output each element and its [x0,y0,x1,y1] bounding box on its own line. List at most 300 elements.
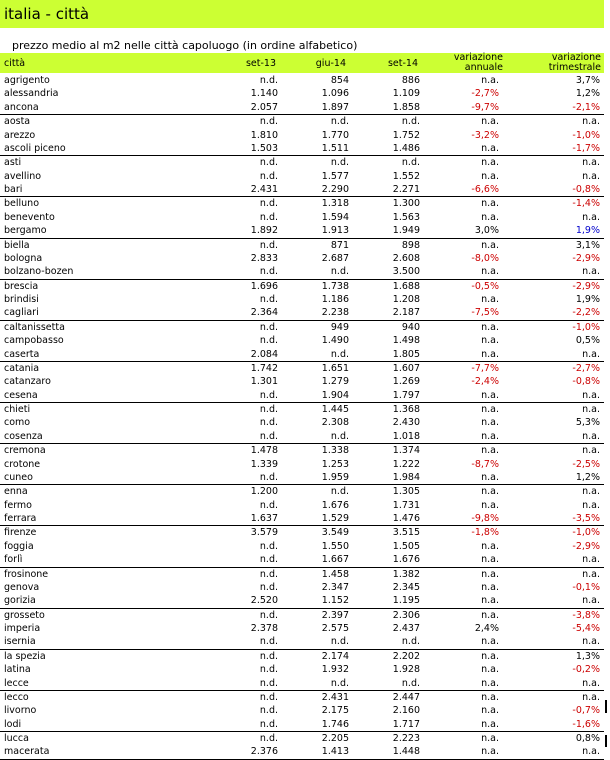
cell-set-14: 1.374 [392,445,420,457]
cell-set-13: n.d. [259,75,278,86]
cell-annual-change: 3,0% [474,225,499,237]
cell-set-14: 1.109 [392,88,420,100]
row-group [0,115,604,156]
cell-giu-14: 1.550 [321,540,349,552]
cell-city: livorno [4,705,37,717]
table-row [0,252,604,265]
cell-giu-14: 2.575 [321,623,349,634]
cell-set-13: n.d. [259,664,278,676]
header-annual-line1: variazione [453,52,503,63]
cell-giu-14: 1.413 [321,746,349,758]
cell-set-13: n.d. [259,718,278,730]
cell-set-14: 1.300 [392,198,420,210]
cell-quarterly-change: -0,7% [572,705,600,717]
row-group [0,485,604,526]
cell-city: aosta [4,116,31,128]
cell-quarterly-change: n.a. [582,211,600,223]
cell-quarterly-change: -0,8% [572,184,600,195]
cell-set-13: n.d. [259,581,278,593]
cell-set-13: 1.200 [250,486,278,498]
cell-quarterly-change: 5,3% [575,417,600,429]
cell-annual-change: -7,5% [471,307,499,319]
cell-annual-change: -8,7% [471,458,499,470]
cell-set-13: 1.696 [250,280,278,292]
cell-annual-change: n.a. [481,445,499,457]
table-row [0,375,604,388]
row-group [0,403,604,444]
cell-set-14: 940 [401,321,420,333]
cell-set-14: 1.498 [392,335,420,347]
cell-giu-14: 1.897 [321,101,349,113]
cell-city: cosenza [4,430,43,442]
cell-city: lecco [4,691,29,703]
cell-city: brindisi [4,294,39,305]
row-group [0,526,604,567]
cell-quarterly-change: 1,3% [575,650,600,662]
cell-quarterly-change: n.a. [582,486,600,498]
cell-quarterly-change: -3,5% [572,513,600,524]
cell-giu-14: 1.932 [321,664,349,676]
cell-quarterly-change: n.a. [582,568,600,580]
cell-set-14: 2.430 [392,417,420,429]
cell-set-13: n.d. [259,170,278,182]
table-row [0,499,604,512]
cell-quarterly-change: -2,9% [572,252,600,264]
cell-set-13: 3.579 [250,527,278,539]
cell-giu-14: 949 [330,321,349,333]
row-group [0,156,604,197]
cell-set-13: 2.833 [250,252,278,264]
table-row [0,512,604,525]
table-row [0,444,604,457]
cell-set-14: 1.984 [392,471,420,483]
cell-city: crotone [4,458,41,470]
cell-set-13: 1.637 [250,513,278,524]
cell-set-14: 1.552 [392,170,420,182]
cell-quarterly-change: -0,1% [572,581,600,593]
cell-set-13: n.d. [259,677,278,689]
cell-quarterly-change: n.a. [582,445,600,457]
cell-set-14: 1.731 [392,499,420,511]
row-group [0,197,604,238]
cell-quarterly-change: n.a. [582,554,600,566]
cell-giu-14: 1.959 [321,471,349,483]
cell-set-14: 1.717 [392,718,420,730]
cell-set-14: 1.269 [392,376,420,388]
cell-quarterly-change: 1,2% [575,88,600,100]
table-row [0,129,604,142]
table-row [0,142,604,155]
cell-set-13: 1.478 [250,445,278,457]
cell-city: alessandria [4,88,59,100]
table-row [0,293,604,306]
cell-annual-change: -2,4% [471,376,499,388]
cell-annual-change: -3,2% [471,129,499,141]
cell-set-13: n.d. [259,417,278,429]
cell-set-13: n.d. [259,116,278,128]
cell-city: foggia [4,540,34,552]
cell-annual-change: n.a. [481,170,499,182]
table-row [0,677,604,690]
table-row [0,540,604,553]
cell-giu-14: 1.904 [321,389,349,401]
cell-annual-change: n.a. [481,650,499,662]
table-row [0,211,604,224]
cell-set-13: 2.364 [250,307,278,319]
cell-annual-change: n.a. [481,636,499,648]
cell-quarterly-change: n.a. [582,348,600,360]
cell-annual-change: n.a. [481,746,499,758]
cell-annual-change: n.a. [481,430,499,442]
cell-giu-14: 1.577 [321,170,349,182]
header-giu-14: giu-14 [315,58,346,69]
cell-city: catania [4,362,40,374]
cell-city: forlì [4,554,23,566]
table-row [0,334,604,347]
cell-giu-14: 871 [330,239,349,251]
cell-giu-14: 1.253 [321,458,349,470]
cell-city: biella [4,239,30,251]
header-quarterly-line1: variazione [551,52,601,63]
cell-set-13: n.d. [259,691,278,703]
cell-quarterly-change: -2,5% [572,458,600,470]
cell-annual-change: 2,4% [474,623,499,634]
cell-city: frosinone [4,568,49,580]
header-set-13: set-13 [245,58,276,69]
cell-set-13: n.d. [259,266,278,278]
cell-set-13: n.d. [259,198,278,210]
cell-quarterly-change: n.a. [582,677,600,689]
cell-giu-14: 1.667 [321,554,349,566]
cell-annual-change: n.a. [481,486,499,498]
cell-giu-14: 2.347 [321,581,349,593]
cell-set-13: 1.503 [250,142,278,154]
cell-quarterly-change: n.a. [582,266,600,278]
cell-set-14: 898 [401,239,420,251]
cell-quarterly-change: -1,0% [572,321,600,333]
cell-annual-change: -6,6% [471,184,499,195]
cell-annual-change: n.a. [481,321,499,333]
cell-edge-marker [605,735,607,747]
cell-city: bologna [4,252,43,264]
table-row [0,471,604,484]
cell-quarterly-change: -1,0% [572,129,600,141]
cell-set-13: 1.810 [250,129,278,141]
cell-giu-14: 2.308 [321,417,349,429]
row-group [0,280,604,321]
cell-giu-14: 1.186 [321,294,349,305]
cell-giu-14: 1.746 [321,718,349,730]
cell-giu-14: 1.651 [321,362,349,374]
cell-set-14: n.d. [401,116,420,128]
cell-set-14: 1.949 [392,225,420,237]
cell-set-14: 1.805 [392,348,420,360]
cell-quarterly-change: n.a. [582,157,600,169]
cell-giu-14: n.d. [330,116,349,128]
cell-city: lodi [4,718,22,730]
table-row [0,280,604,293]
cell-city: la spezia [4,650,46,662]
cell-quarterly-change: n.a. [582,691,600,703]
cell-city: cesena [4,389,38,401]
table-row [0,594,604,607]
cell-quarterly-change: -2,2% [572,307,600,319]
header-variazione-trimestrale [530,53,601,73]
cell-quarterly-change: n.a. [582,595,600,607]
cell-city: brescia [4,280,39,292]
table-row [0,745,604,758]
cell-quarterly-change: -2,9% [572,540,600,552]
cell-set-13: 2.376 [250,746,278,758]
cell-city: caltanissetta [4,321,65,333]
cell-quarterly-change: -1,0% [572,527,600,539]
cell-city: lucca [4,733,29,744]
cell-giu-14: 2.397 [321,609,349,621]
cell-giu-14: n.d. [330,157,349,169]
cell-annual-change: n.a. [481,664,499,676]
cell-giu-14: 1.318 [321,198,349,210]
cell-set-14: 1.368 [392,404,420,415]
cell-set-14: 1.195 [392,595,420,607]
cell-set-14: 2.437 [392,623,420,634]
cell-set-14: 3.515 [392,527,420,539]
table-row [0,704,604,717]
cell-set-14: n.d. [401,677,420,689]
table-row [0,265,604,278]
cell-giu-14: 2.431 [321,691,349,703]
cell-city: como [4,417,31,429]
cell-city: firenze [4,527,37,539]
cell-city: enna [4,486,28,498]
cell-set-13: n.d. [259,636,278,648]
cell-giu-14: 2.174 [321,650,349,662]
cell-city: avellino [4,170,42,182]
cell-annual-change: n.a. [481,142,499,154]
cell-quarterly-change: n.a. [582,430,600,442]
cell-set-13: n.d. [259,239,278,251]
cell-quarterly-change: n.a. [582,746,600,758]
cell-quarterly-change: -1,6% [572,718,600,730]
cell-annual-change: n.a. [481,211,499,223]
table-row [0,389,604,402]
cell-annual-change: -9,7% [471,101,499,113]
cell-quarterly-change: 3,1% [575,239,600,251]
cell-giu-14: 854 [330,75,349,86]
cell-giu-14: 1.676 [321,499,349,511]
header-set-14: set-14 [387,58,418,69]
cell-set-14: 2.223 [392,733,420,744]
cell-city: asti [4,157,22,169]
cell-annual-change: n.a. [481,581,499,593]
cell-set-14: n.d. [401,636,420,648]
cell-annual-change: n.a. [481,75,499,86]
cell-set-13: 1.140 [250,88,278,100]
cell-annual-change: -8,0% [471,252,499,264]
table-row [0,732,604,745]
cell-giu-14: 1.529 [321,513,349,524]
cell-quarterly-change: n.a. [582,389,600,401]
row-group [0,609,604,650]
cell-giu-14: 1.338 [321,445,349,457]
cell-set-13: 1.339 [250,458,278,470]
cell-annual-change: n.a. [481,677,499,689]
cell-set-13: n.d. [259,321,278,333]
cell-giu-14: 1.490 [321,335,349,347]
cell-giu-14: n.d. [330,430,349,442]
table-row [0,526,604,539]
cell-giu-14: n.d. [330,348,349,360]
cell-set-14: 1.018 [392,430,420,442]
table-row [0,362,604,375]
cell-annual-change: n.a. [481,198,499,210]
cell-quarterly-change: -0,2% [572,664,600,676]
cell-city: ascoli piceno [4,142,66,154]
table-row [0,663,604,676]
cell-annual-change: n.a. [481,471,499,483]
cell-annual-change: -9,8% [471,513,499,524]
cell-annual-change: n.a. [481,389,499,401]
cell-quarterly-change: n.a. [582,636,600,648]
cell-city: belluno [4,198,40,210]
cell-giu-14: 2.175 [321,705,349,717]
cell-quarterly-change: n.a. [582,170,600,182]
cell-giu-14: n.d. [330,486,349,498]
cell-set-13: n.d. [259,705,278,717]
cell-annual-change: n.a. [481,116,499,128]
table-row [0,321,604,334]
cell-annual-change: n.a. [481,554,499,566]
table-row [0,485,604,498]
cell-quarterly-change: -1,7% [572,142,600,154]
cell-set-14: 1.505 [392,540,420,552]
cell-set-14: 1.208 [392,294,420,305]
cell-giu-14: 2.290 [321,184,349,195]
row-group [0,74,604,115]
cell-annual-change: -1,8% [471,527,499,539]
cell-annual-change: n.a. [481,568,499,580]
cell-quarterly-change: -0,8% [572,376,600,388]
cell-annual-change: n.a. [481,335,499,347]
cell-annual-change: n.a. [481,540,499,552]
cell-set-13: n.d. [259,554,278,566]
cell-giu-14: 2.205 [321,733,349,744]
cell-set-13: 2.378 [250,623,278,634]
cell-quarterly-change: -3,8% [572,609,600,621]
cell-quarterly-change: 1,9% [575,294,600,305]
cell-set-14: 1.688 [392,280,420,292]
cell-city: catanzaro [4,376,51,388]
cell-set-13: n.d. [259,404,278,415]
cell-set-14: 1.486 [392,142,420,154]
cell-set-14: n.d. [401,157,420,169]
cell-annual-change: n.a. [481,157,499,169]
cell-city: agrigento [4,75,50,86]
table-row [0,197,604,210]
cell-city: caserta [4,348,40,360]
cell-set-14: 1.476 [392,513,420,524]
cell-annual-change: n.a. [481,691,499,703]
cell-city: bari [4,184,23,195]
cell-set-13: n.d. [259,471,278,483]
cell-giu-14: 1.152 [321,595,349,607]
table-row [0,101,604,114]
cell-giu-14: 1.511 [321,142,349,154]
cell-quarterly-change: 0,8% [575,733,600,744]
table-row [0,635,604,648]
cell-set-14: 1.607 [392,362,420,374]
table-row [0,691,604,704]
cell-quarterly-change: 1,2% [575,471,600,483]
table-row [0,183,604,196]
cell-set-14: 886 [401,75,420,86]
cell-set-13: n.d. [259,499,278,511]
cell-annual-change: n.a. [481,239,499,251]
cell-giu-14: 3.549 [321,527,349,539]
cell-city: bolzano-bozen [4,266,74,278]
cell-giu-14: 1.458 [321,568,349,580]
cell-giu-14: 2.687 [321,252,349,264]
table-row [0,170,604,183]
table-row [0,348,604,361]
cell-city: latina [4,664,31,676]
row-group [0,321,604,362]
cell-giu-14: 2.238 [321,307,349,319]
cell-quarterly-change: n.a. [582,499,600,511]
cell-city: genova [4,581,40,593]
cell-annual-change: n.a. [481,609,499,621]
table-row [0,87,604,100]
cell-annual-change: n.a. [481,404,499,415]
cell-quarterly-change: 0,5% [575,335,600,347]
cell-annual-change: n.a. [481,733,499,744]
row-group [0,650,604,691]
table-row [0,458,604,471]
cell-set-13: n.d. [259,294,278,305]
cell-set-14: 1.448 [392,746,420,758]
cell-set-13: n.d. [259,157,278,169]
cell-city: imperia [4,623,41,634]
cell-set-13: 2.520 [250,595,278,607]
table-row [0,306,604,319]
cell-city: ferrara [4,513,37,524]
cell-set-13: 1.742 [250,362,278,374]
cell-giu-14: 1.913 [321,225,349,237]
table-row [0,609,604,622]
table-subtitle: prezzo medio al m2 nelle città capoluogo (in ordine alfabetico) [12,39,358,52]
row-group [0,568,604,609]
table-row [0,553,604,566]
header-city: città [4,58,26,69]
table-row [0,403,604,416]
cell-edge-marker [605,700,607,713]
cell-set-13: n.d. [259,430,278,442]
cell-set-13: n.d. [259,540,278,552]
cell-annual-change: n.a. [481,595,499,607]
cell-set-13: n.d. [259,335,278,347]
header-annual-line2: annuale [464,62,503,73]
cell-quarterly-change: -5,4% [572,623,600,634]
cell-set-14: 1.928 [392,664,420,676]
header-variazione-annuale [440,53,503,73]
cell-set-13: n.d. [259,568,278,580]
table-row [0,115,604,128]
table-row [0,416,604,429]
cell-annual-change: n.a. [481,266,499,278]
cell-set-13: n.d. [259,609,278,621]
cell-giu-14: 1.096 [321,88,349,100]
cell-set-14: 1.222 [392,458,420,470]
cell-set-13: 2.057 [250,101,278,113]
